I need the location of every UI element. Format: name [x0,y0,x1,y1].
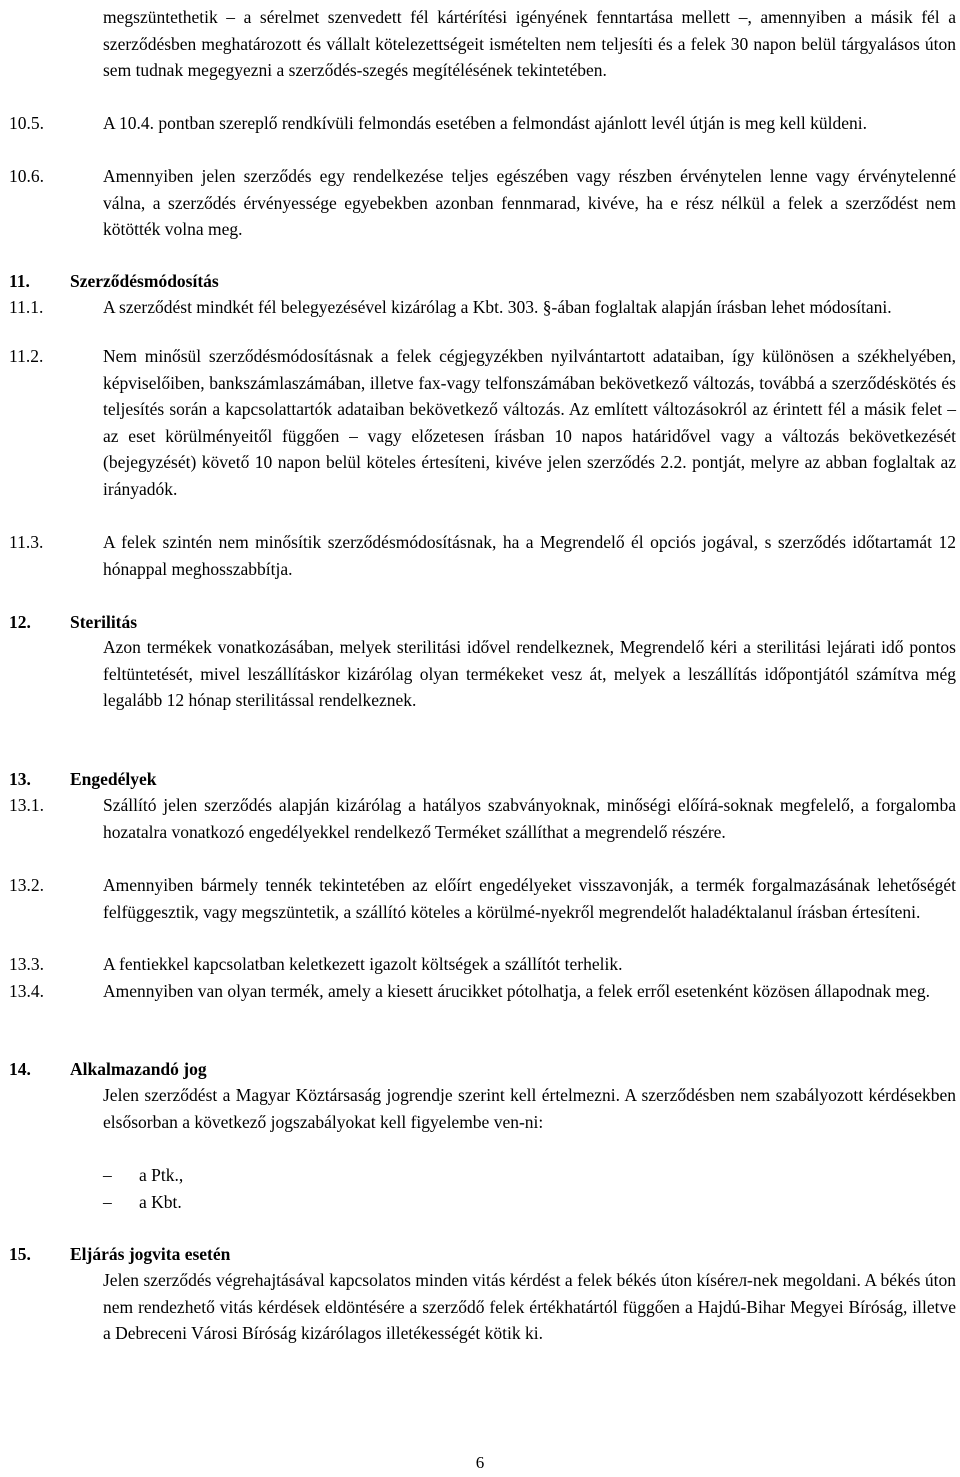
clause-text: Amennyiben jelen szerződés egy rendelkezése teljes egészében vagy részben érvénytelen lenne vagy érvénytelenné válna, a szerződés érvényessége egyebekben azonban fennmarad, kivéve, ha e rész nélkül a felek a szerződést nem kötötték volna meg. [103,166,956,239]
section-number: 11. [9,271,30,291]
section-paragraph: Jelen szerződést a Magyar Köztársaság jogrendje szerint kell értelmezni. A szerződésben nem szabályozott kérdésekben elsősorban a következő jogszabályokat kell figyelembe ven-ni: [103,1085,956,1132]
clause-text: A 10.4. pontban szereplő rendkívüli felmondás esetében a felmondást ajánlott levél útján is meg kell küldeni. [103,113,867,133]
section-title: Eljárás jogvita esetén [70,1244,231,1264]
section-title: Sterilitás [70,612,138,632]
clause-number: 13.1. [9,795,44,815]
section-number: 15. [9,1244,31,1264]
clause-text: A fentiekkel kapcsolatban keletkezett igazolt költségek a szállítót terhelik. [103,954,623,974]
section-title: Szerződésmódosítás [70,271,219,291]
clause-number: 13.3. [9,954,44,974]
clause-text: A felek szintén nem minősítik szerződésmódosításnak, ha a Megrendelő él opciós jogával, s szerződés időtartamát 12 hónappal meghosszabbítja. [103,532,956,579]
clause-text: A szerződést mindkét fél belegyezésével kizárólag a Kbt. 303. §-ában foglaltak alapján írásban lehet módosítani. [103,297,892,317]
dash-bullet: – [103,1192,112,1212]
section-number: 14. [9,1059,31,1079]
clause-number: 13.2. [9,875,44,895]
section-paragraph: Azon termékek vonatkozásában, melyek sterilitási idővel rendelkeznek, Megrendelő kéri a sterilitási lejárati idő pontos feltüntetését, mivel leszállításkor kizárólag olyan termékeket vesz át, melyek a leszállítás időpontjától számítva még legalább 12 hónap sterilitással rendelkeznek. [103,637,956,710]
page-number: 6 [475,1453,485,1472]
clause-text: Szállító jelen szerződés alapján kizárólag a hatályos szabványoknak, minőségi előírá-soknak megfelelő, a forgalomba hozatalra vonatkozó engedélyekkel rendelkező Terméket szállíthat a megrendelő részére. [103,795,956,842]
clause-number: 11.3. [9,532,44,552]
clause-number: 13.4. [9,981,44,1001]
intro-paragraph: megszüntethetik – a sérelmet szenvedett fél kártérítési igényének fenntartása mellett –, amennyiben a másik fél a szerződésben meghatározott és vállalt kötelezettségeit ismételten nem teljesíti és a felek 30 napon belül tárgyalásos úton sem tudnak megegyezni a szerződés-szegés megítélésének tekintetében. [103,7,956,80]
clause-number: 10.6. [9,166,44,186]
section-number: 12. [9,612,31,632]
clause-number: 10.5. [9,113,44,133]
list-item-text: a Ptk., [139,1165,184,1185]
clause-text: Nem minősül szerződésmódosításnak a felek cégjegyzékben nyilvántartott adataiban, így különösen a székhelyében, képviselőiben, bankszámlaszámában, illetve fax-vagy telfonszámában bekövetkező változás, továbbá a szerződéskötés és teljesítés során a kapcsolattartók adataiban bekövetkező változás. Az említett változásokról az érintett fél a másik felet – az eset körülményeitől függően – vagy előzetesen írásban 10 napos határidővel vagy a változás bekövetkezését (bejegyzését) követő 10 napon belül köteles értesíteni, kivéve jelen szerződés 2.2. pontját, melyre az abban foglaltak az irányadók. [103,346,956,499]
section-title: Alkalmazandó jog [70,1059,207,1079]
clause-text: Amennyiben bármely tennék tekintetében az előírt engedélyeket visszavonják, a termék forgalmazásának lehetőségét felfüggesztik, vagy megszüntetik, a szállító köteles a körülmé-nyekről megrendelőt haladéktalanul írásban értesíteni. [103,875,956,922]
clause-number: 11.2. [9,346,44,366]
dash-bullet: – [103,1165,112,1185]
list-item-text: a Kbt. [139,1192,182,1212]
section-title: Engedélyek [70,769,157,789]
list-item [103,1189,182,1216]
list-item [103,1162,183,1189]
section-paragraph: Jelen szerződés végrehajtásával kapcsolatos minden vitás kérdést a felek békés úton kíséreл-nek megoldani. A békés úton nem rendezhető vitás kérdések eldöntésére a szerződő felek értékhatártól függően a Hajdú-Bihar Megyei Bíróság, illetve a Debreceni Városi Bíróság kizárólagos illetékességét kötik ki. [103,1270,956,1343]
section-number: 13. [9,769,31,789]
clause-text: Amennyiben van olyan termék, amely a kiesett árucikket pótolhatja, a felek erről esetenként közösen állapodnak meg. [103,981,931,1001]
clause-number: 11.1. [9,297,44,317]
